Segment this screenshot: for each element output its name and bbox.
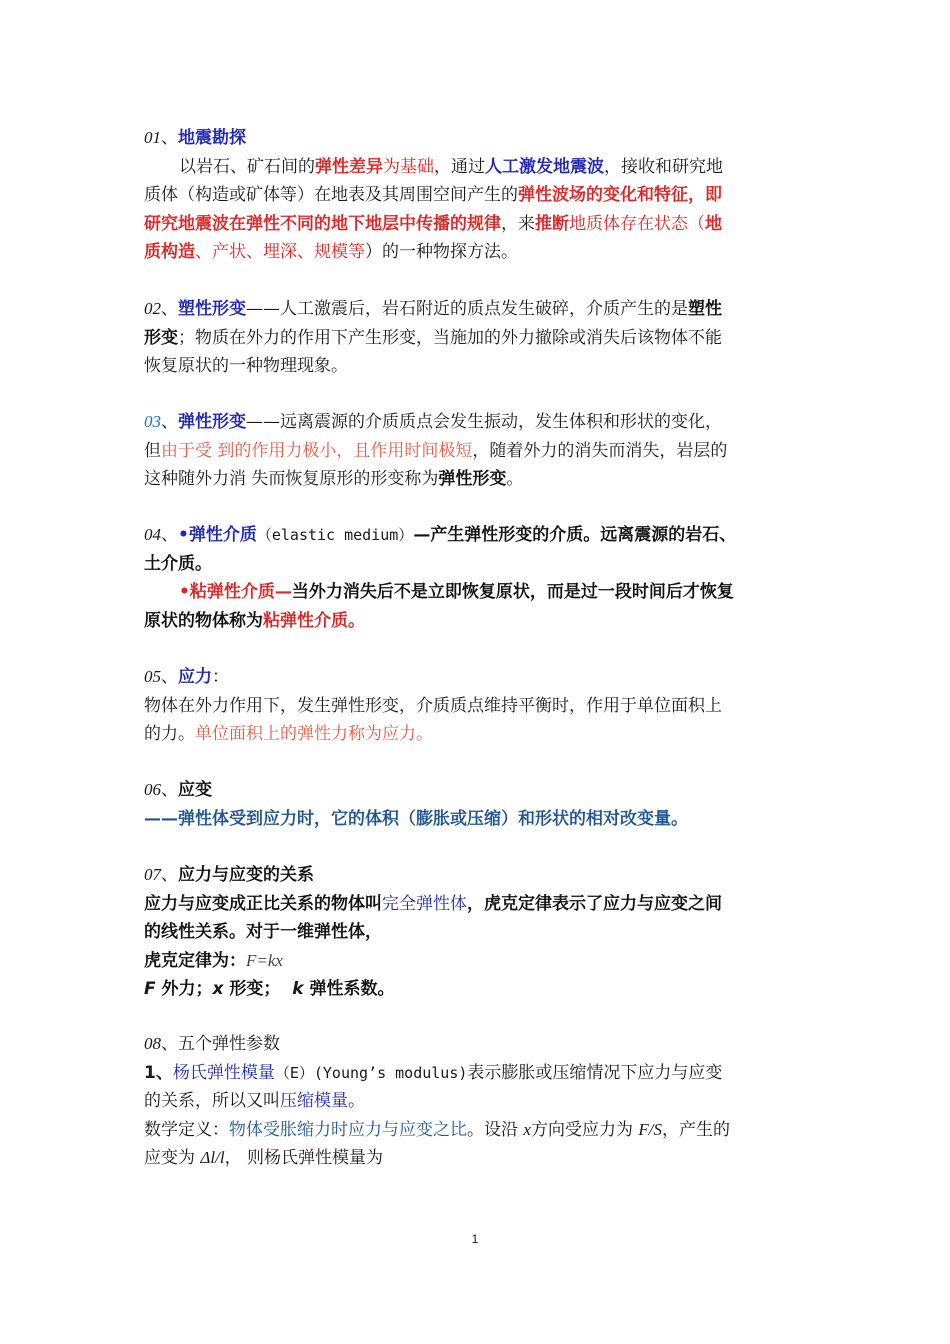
paragraph-line <box>144 181 810 210</box>
bold-term: 虎克定律为： <box>144 950 246 971</box>
section-title: 弹性形变 <box>178 412 246 432</box>
separator: 、 <box>161 865 178 885</box>
paragraph-line <box>144 805 810 834</box>
paragraph-line <box>144 238 810 267</box>
text-run: 的力。 <box>144 724 195 744</box>
section-number: 05 <box>144 667 161 686</box>
bold-term: 当外力消失后不是立即恢复原状，而是过一段时间后才恢复 <box>291 582 734 602</box>
text-run: ，接收和研究地 <box>604 156 723 177</box>
paragraph-line <box>144 437 810 466</box>
text-run: ，产生的 <box>661 1119 730 1140</box>
paragraph-line <box>144 918 810 947</box>
text-run: 但 <box>144 440 161 461</box>
paragraph-line <box>144 210 810 239</box>
section-05 <box>144 663 810 749</box>
highlight-text: 研究地震波在弹性不同的地下地层中传播的规律 <box>144 213 501 234</box>
formula: F/S <box>638 1119 662 1139</box>
text-run: 的关系，所以又叫 <box>144 1091 280 1111</box>
bullet-icon: • <box>178 525 189 545</box>
section-02 <box>144 295 810 381</box>
section-08 <box>144 1030 810 1173</box>
separator: 、 <box>161 525 178 545</box>
highlight-text: ，即 <box>688 185 722 205</box>
text-run: ： <box>212 667 229 687</box>
heading-06 <box>144 776 810 805</box>
section-01 <box>144 124 810 267</box>
highlight-text: 地质体存在状态 <box>569 213 688 234</box>
section-title: 五个弹性参数 <box>178 1034 280 1054</box>
paragraph-line <box>144 578 810 607</box>
highlight-text: ——弹性体受到应力时，它的体积（膨胀或压缩）和形状的相对改变量。 <box>144 808 688 829</box>
section-title: 地震勘探 <box>178 128 246 148</box>
paragraph-line <box>144 550 810 579</box>
separator: 、 <box>161 299 178 319</box>
heading-08 <box>144 1030 810 1059</box>
section-title: 应变 <box>178 780 212 800</box>
highlight-text: 推断 <box>535 213 569 234</box>
text-run: ；物质在外力的作用下产生形变，当施加的外力撤除或消失后该物体不能 <box>178 327 722 348</box>
highlight-text: 由于受 到的作用力极小，且作用时间极短 <box>161 440 473 461</box>
heading-05 <box>144 663 810 692</box>
paragraph-line <box>144 947 810 976</box>
highlight-text: （ <box>688 213 705 234</box>
text-run: （E）(Young’s modulus) <box>274 1063 468 1082</box>
text-run: 以岩石、矿石间的 <box>179 156 315 177</box>
section-title: 塑性形变 <box>178 299 246 319</box>
text-run: 恢复原状的一种物理现象。 <box>144 356 348 376</box>
variable: k <box>292 979 304 999</box>
section-03 <box>144 408 810 494</box>
variable: F <box>144 979 156 999</box>
text-run: ，随着外力的消失而消失，岩层的 <box>472 440 728 461</box>
bold-term: 形变 <box>144 327 178 348</box>
text-run: ，通过 <box>434 156 485 177</box>
text-run: 。 <box>348 1091 365 1111</box>
highlight-text: 杨氏弹性模量 <box>172 1062 275 1083</box>
heading-04 <box>144 521 810 550</box>
paragraph-line <box>144 465 810 494</box>
bold-term: 弹性系数。 <box>303 979 395 999</box>
paragraph-line <box>144 324 810 353</box>
paragraph-line <box>144 1116 810 1145</box>
text-run: ， 则杨氏弹性模量为 <box>224 1148 383 1168</box>
highlight-text: 质构造 <box>144 242 195 262</box>
formula: Δl/l <box>200 1148 225 1167</box>
separator: 、 <box>161 667 178 687</box>
heading-02 <box>144 295 810 324</box>
highlight-text: 为基础 <box>383 156 434 177</box>
paragraph-line <box>144 1059 810 1088</box>
text-run: 质体（构造或矿体等）在地表及其周围空间产生的 <box>144 185 518 205</box>
section-title: 应力 <box>178 667 212 687</box>
paragraph-line <box>144 1087 810 1116</box>
text-run: 数学定义： <box>144 1119 229 1140</box>
text-run: 这种随外力消 失而恢复原形的形变称为 <box>144 469 439 489</box>
text-run: ——人工激震后，岩石附近的质点发生破碎，介质产生的是 <box>246 299 688 319</box>
section-title: 弹性介质 <box>188 525 257 545</box>
variable: x <box>523 1119 531 1139</box>
text-run: 表示膨胀或压缩情况下应力与应变 <box>467 1062 723 1083</box>
bold-term: 形变； <box>223 979 293 999</box>
text-run: ，来 <box>501 213 535 234</box>
text-run: 物体在外力作用下，发生弹性形变，介质质点维持平衡时，作用于单位面积上 <box>144 695 722 716</box>
section-number: 06 <box>144 780 161 799</box>
separator: 、 <box>161 128 178 148</box>
paragraph-line <box>144 692 810 721</box>
section-number: 02 <box>144 299 161 318</box>
paragraph-line <box>144 720 810 749</box>
formula: F=kx <box>246 950 283 970</box>
text-run: ——远离震源的介质质点会发生振动，发生体积和形状的变化， <box>246 412 722 432</box>
highlight-text: 弹性波场的变化和特征 <box>518 185 688 205</box>
paragraph-line <box>144 890 810 919</box>
text-run: ）的一种物探方法。 <box>365 242 518 262</box>
text-run: 。 <box>506 469 524 489</box>
bold-term: 弹性形变 <box>438 469 507 489</box>
page-number: 1 <box>471 1232 479 1246</box>
highlight-text: 地 <box>705 213 722 234</box>
section-number: 01 <box>144 128 161 147</box>
bold-term: 原状的物体称为 <box>144 610 263 631</box>
highlight-text: 单位面积上的弹性力称为应力。 <box>195 724 433 744</box>
paragraph-line <box>144 352 810 381</box>
heading-01 <box>144 124 810 153</box>
text-run: 方向受应力为 <box>530 1119 639 1140</box>
highlight-text: •粘弹性介质— <box>179 582 292 602</box>
bold-term: —产生弹性形变的介质。远离震源的岩石、 <box>413 525 737 545</box>
bold-term: 外力； <box>155 979 213 999</box>
section-07 <box>144 861 810 1004</box>
highlight-text: 压缩模量 <box>280 1091 348 1111</box>
heading-03 <box>144 408 810 437</box>
highlight-text: 弹性差异 <box>315 156 383 177</box>
section-number: 04 <box>144 525 161 544</box>
section-number: 03 <box>144 412 161 431</box>
bold-term: 塑性 <box>688 299 722 319</box>
heading-07 <box>144 861 810 890</box>
separator: 、 <box>161 1034 178 1054</box>
paragraph-line <box>144 153 810 182</box>
text-run: 。设沿 <box>467 1119 524 1140</box>
variable: x <box>212 979 224 999</box>
text-run: 应变为 <box>144 1148 201 1168</box>
text-run: （elastic medium） <box>256 526 414 544</box>
section-number: 08 <box>144 1034 161 1053</box>
paragraph-line <box>144 1144 810 1173</box>
bold-term: ，虎克定律表示了应力与应变之间 <box>467 893 722 914</box>
paragraph-line <box>144 975 810 1004</box>
section-title: 应力与应变的关系 <box>178 865 314 885</box>
bold-term: 土介质。 <box>144 553 212 574</box>
section-04 <box>144 521 810 635</box>
separator: 、 <box>161 412 178 432</box>
bold-term: 应力与应变成正比关系的物体叫 <box>144 893 382 914</box>
bold-term: 的线性关系。对于一维弹性体， <box>144 922 382 942</box>
list-number: 1、 <box>144 1062 173 1083</box>
highlight-text: 完全弹性体 <box>382 893 467 914</box>
highlight-text: 。 <box>348 610 365 631</box>
highlight-text: 物体受胀缩力时应力与应变之比 <box>229 1119 467 1140</box>
separator: 、 <box>161 780 178 800</box>
highlight-text: 、产状、埋深、规模等 <box>195 242 365 262</box>
highlight-text: 人工激发地震波 <box>485 156 604 177</box>
section-number: 07 <box>144 865 161 884</box>
section-06 <box>144 776 810 833</box>
highlight-text: 粘弹性介质 <box>263 610 348 631</box>
paragraph-line <box>144 607 810 636</box>
